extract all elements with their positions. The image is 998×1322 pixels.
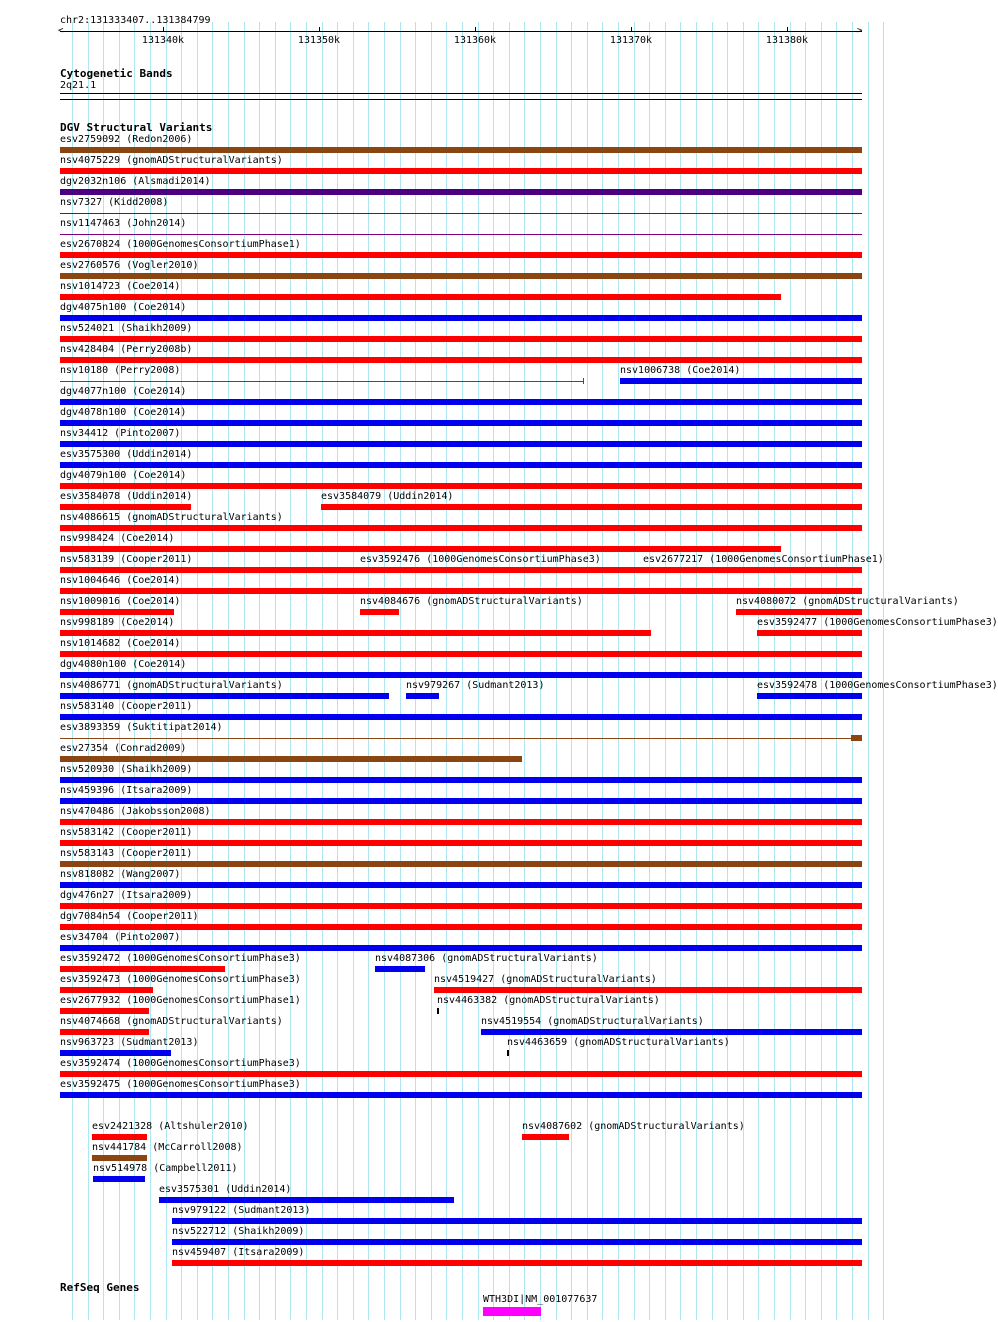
variant-bar[interactable] bbox=[757, 630, 862, 636]
variant-label[interactable]: esv3575300 (Uddin2014) bbox=[60, 449, 193, 460]
variant-label[interactable]: nsv4086771 (gnomADStructuralVariants) bbox=[60, 680, 283, 691]
refseq-track-title: RefSeq Genes bbox=[60, 1281, 140, 1294]
ruler-tick-label: 131370k bbox=[609, 35, 653, 46]
ruler-tick bbox=[163, 27, 164, 32]
variant-label[interactable]: nsv4463659 (gnomADStructuralVariants) bbox=[507, 1037, 730, 1048]
variant-bar[interactable] bbox=[60, 882, 862, 888]
variant-label[interactable]: nsv998424 (Coe2014) bbox=[60, 533, 175, 544]
variant-end-marker bbox=[224, 966, 225, 972]
variant-bar[interactable] bbox=[620, 378, 862, 384]
cytoband-top-line bbox=[60, 93, 862, 94]
variant-label[interactable]: nsv4075229 (gnomADStructuralVariants) bbox=[60, 155, 283, 166]
variant-bar[interactable] bbox=[60, 672, 862, 678]
variant-label[interactable]: esv3592477 (1000GenomesConsortiumPhase3) bbox=[757, 617, 998, 628]
variant-bar[interactable] bbox=[60, 420, 862, 426]
variant-label[interactable]: nsv4087602 (gnomADStructuralVariants) bbox=[522, 1121, 745, 1132]
grid-line bbox=[275, 22, 276, 1320]
grid-line bbox=[337, 22, 338, 1320]
grid-line bbox=[384, 22, 385, 1320]
variant-label[interactable]: esv3592473 (1000GenomesConsortiumPhase3) bbox=[60, 974, 301, 985]
variant-label[interactable]: nsv34412 (Pinto2007) bbox=[60, 428, 181, 439]
variant-bar[interactable] bbox=[321, 504, 862, 510]
gene-label[interactable]: WTH3DI|NM_001077637 bbox=[483, 1294, 598, 1305]
variant-bar[interactable] bbox=[60, 903, 862, 909]
variant-label[interactable]: nsv583140 (Cooper2011) bbox=[60, 701, 193, 712]
variant-bar[interactable] bbox=[757, 693, 862, 699]
variant-bar[interactable] bbox=[60, 168, 862, 174]
grid-line bbox=[431, 22, 432, 1320]
gene-feature[interactable] bbox=[483, 1307, 541, 1316]
variant-bar[interactable] bbox=[360, 567, 400, 573]
variant-bar[interactable] bbox=[60, 213, 862, 214]
variant-bar[interactable] bbox=[60, 381, 583, 382]
variant-bar[interactable] bbox=[643, 567, 650, 573]
variant-label[interactable]: nsv998189 (Coe2014) bbox=[60, 617, 175, 628]
variant-bar[interactable] bbox=[60, 189, 862, 195]
variant-bar[interactable] bbox=[172, 1218, 862, 1224]
variant-bar[interactable] bbox=[522, 1134, 569, 1140]
variant-bar[interactable] bbox=[60, 714, 862, 720]
variant-bar[interactable] bbox=[60, 630, 651, 636]
variant-label[interactable]: esv3592478 (1000GenomesConsortiumPhase3) bbox=[757, 680, 998, 691]
variant-bar[interactable] bbox=[60, 147, 862, 153]
variant-bar[interactable] bbox=[60, 546, 781, 552]
grid-line bbox=[852, 22, 853, 1320]
variant-label[interactable]: esv2759092 (Redon2006) bbox=[60, 134, 193, 145]
variant-label[interactable]: dgv476n27 (Itsara2009) bbox=[60, 890, 193, 901]
variant-bar[interactable] bbox=[60, 1008, 149, 1014]
variant-bar[interactable] bbox=[60, 294, 781, 300]
grid-line bbox=[368, 22, 369, 1320]
variant-label[interactable]: esv3584078 (Uddin2014) bbox=[60, 491, 193, 502]
variant-bar[interactable] bbox=[437, 1008, 439, 1014]
variant-end-marker bbox=[583, 378, 584, 384]
variant-bar[interactable] bbox=[60, 234, 862, 235]
variant-label[interactable]: dgv4077n100 (Coe2014) bbox=[60, 386, 187, 397]
variant-bar[interactable] bbox=[172, 1239, 862, 1245]
variant-label[interactable]: nsv1004646 (Coe2014) bbox=[60, 575, 181, 586]
variant-label[interactable]: nsv459407 (Itsara2009) bbox=[172, 1247, 305, 1258]
grid-line bbox=[306, 22, 307, 1320]
variant-bar[interactable] bbox=[60, 945, 862, 951]
variant-end-marker bbox=[152, 987, 153, 993]
ruler-tick-label: 131340k bbox=[141, 35, 185, 46]
variant-bar[interactable] bbox=[375, 966, 425, 972]
variant-label[interactable]: nsv514978 (Campbell2011) bbox=[93, 1163, 238, 1174]
variant-label[interactable]: nsv7327 (Kidd2008) bbox=[60, 197, 169, 208]
variant-bar[interactable] bbox=[60, 777, 862, 783]
ruler-tick bbox=[631, 27, 632, 32]
variant-bar[interactable] bbox=[60, 693, 389, 699]
grid-line bbox=[88, 22, 89, 1320]
variant-bar[interactable] bbox=[406, 693, 439, 699]
variant-label[interactable]: esv27354 (Conrad2009) bbox=[60, 743, 187, 754]
cytoband-label: 2q21.1 bbox=[60, 80, 97, 91]
variant-bar[interactable] bbox=[60, 840, 862, 846]
ruler-tick-label: 131360k bbox=[453, 35, 497, 46]
grid-line bbox=[821, 22, 822, 1320]
region-label: chr2:131333407..131384799 bbox=[60, 15, 211, 26]
variant-label[interactable]: nsv4074668 (gnomADStructuralVariants) bbox=[60, 1016, 283, 1027]
variant-label[interactable]: nsv470486 (Jakobsson2008) bbox=[60, 806, 211, 817]
variant-bar[interactable] bbox=[481, 1029, 862, 1035]
ruler-tick bbox=[319, 27, 320, 32]
variant-bar[interactable] bbox=[60, 336, 862, 342]
variant-end-block bbox=[851, 735, 862, 741]
variant-label[interactable]: nsv583139 (Cooper2011) bbox=[60, 554, 193, 565]
variant-bar[interactable] bbox=[60, 798, 862, 804]
grid-line bbox=[478, 22, 479, 1320]
ruler-tick-label: 131350k bbox=[297, 35, 341, 46]
variant-bar[interactable] bbox=[60, 1071, 862, 1077]
variant-label[interactable]: nsv963723 (Sudmant2013) bbox=[60, 1037, 199, 1048]
variant-bar[interactable] bbox=[60, 441, 862, 447]
grid-line bbox=[259, 22, 260, 1320]
variant-bar[interactable] bbox=[60, 861, 862, 867]
grid-line bbox=[836, 22, 837, 1320]
ruler-tick-label: 131380k bbox=[765, 35, 809, 46]
variant-label[interactable]: esv3893359 (Suktitipat2014) bbox=[60, 722, 223, 733]
variant-bar[interactable] bbox=[60, 1092, 862, 1098]
variant-label[interactable]: dgv7084n54 (Cooper2011) bbox=[60, 911, 199, 922]
variant-label[interactable]: dgv4075n100 (Coe2014) bbox=[60, 302, 187, 313]
variant-bar[interactable] bbox=[159, 1197, 454, 1203]
variant-label[interactable]: nsv583142 (Cooper2011) bbox=[60, 827, 193, 838]
cytoband-bottom-line bbox=[60, 99, 862, 100]
variant-bar[interactable] bbox=[60, 609, 174, 615]
variant-label[interactable]: nsv1014682 (Coe2014) bbox=[60, 638, 181, 649]
variant-label[interactable]: dgv4078n100 (Coe2014) bbox=[60, 407, 187, 418]
dgv-track-title: DGV Structural Variants bbox=[60, 121, 213, 134]
variant-bar[interactable] bbox=[172, 1260, 862, 1266]
ruler-tick bbox=[787, 27, 788, 32]
variant-bar[interactable] bbox=[92, 1155, 147, 1161]
variant-bar[interactable] bbox=[60, 399, 862, 405]
variant-label[interactable]: esv2760576 (Vogler2010) bbox=[60, 260, 199, 271]
variant-label[interactable]: nsv459396 (Itsara2009) bbox=[60, 785, 193, 796]
variant-bar[interactable] bbox=[60, 966, 224, 972]
variant-bar[interactable] bbox=[507, 1050, 509, 1056]
variant-label[interactable]: esv3592475 (1000GenomesConsortiumPhase3) bbox=[60, 1079, 301, 1090]
variant-bar[interactable] bbox=[60, 738, 862, 739]
variant-bar[interactable] bbox=[736, 609, 862, 615]
variant-label[interactable]: dgv2032n106 (Alsmadi2014) bbox=[60, 176, 211, 187]
variant-label[interactable]: nsv4463382 (gnomADStructuralVariants) bbox=[437, 995, 660, 1006]
grid-line bbox=[415, 22, 416, 1320]
variant-bar[interactable] bbox=[60, 1050, 171, 1056]
variant-label[interactable]: esv34704 (Pinto2007) bbox=[60, 932, 181, 943]
variant-label[interactable]: dgv4080n100 (Coe2014) bbox=[60, 659, 187, 670]
variant-label[interactable]: nsv10180 (Perry2008) bbox=[60, 365, 181, 376]
grid-line bbox=[322, 22, 323, 1320]
variant-bar[interactable] bbox=[92, 1134, 147, 1140]
variant-bar[interactable] bbox=[93, 1176, 145, 1182]
variant-label[interactable]: esv3592472 (1000GenomesConsortiumPhase3) bbox=[60, 953, 301, 964]
variant-label[interactable]: nsv520930 (Shaikh2009) bbox=[60, 764, 193, 775]
grid-line bbox=[446, 22, 447, 1320]
variant-bar[interactable] bbox=[60, 588, 862, 594]
variant-label[interactable]: nsv818082 (Wang2007) bbox=[60, 869, 181, 880]
variant-label[interactable]: nsv4087306 (gnomADStructuralVariants) bbox=[375, 953, 598, 964]
variant-label[interactable]: esv3592476 (1000GenomesConsortiumPhase3) bbox=[360, 554, 601, 565]
variant-label[interactable]: esv2677932 (1000GenomesConsortiumPhase1) bbox=[60, 995, 301, 1006]
variant-label[interactable]: esv2677217 (1000GenomesConsortiumPhase1) bbox=[643, 554, 884, 565]
variant-label[interactable]: nsv4519554 (gnomADStructuralVariants) bbox=[481, 1016, 704, 1027]
variant-label[interactable]: nsv522712 (Shaikh2009) bbox=[172, 1226, 305, 1237]
grid-line bbox=[400, 22, 401, 1320]
ruler-axis bbox=[60, 31, 862, 32]
variant-bar[interactable] bbox=[60, 651, 862, 657]
variant-label[interactable]: nsv4519427 (gnomADStructuralVariants) bbox=[434, 974, 657, 985]
ruler-right-arrow-icon: > bbox=[857, 26, 863, 36]
variant-bar[interactable] bbox=[434, 987, 862, 993]
ruler-left-arrow-icon: < bbox=[58, 26, 64, 36]
variant-label[interactable]: nsv4080072 (gnomADStructuralVariants) bbox=[736, 596, 959, 607]
variant-bar[interactable] bbox=[60, 483, 862, 489]
variant-label[interactable]: esv2421328 (Altshuler2010) bbox=[92, 1121, 249, 1132]
variant-bar[interactable] bbox=[60, 525, 862, 531]
variant-label[interactable]: nsv428404 (Perry2008b) bbox=[60, 344, 193, 355]
grid-line bbox=[883, 22, 884, 1320]
variant-bar[interactable] bbox=[60, 567, 862, 573]
variant-bar[interactable] bbox=[60, 462, 862, 468]
variant-label[interactable]: nsv979267 (Sudmant2013) bbox=[406, 680, 545, 691]
variant-bar[interactable] bbox=[60, 315, 862, 321]
grid-line bbox=[353, 22, 354, 1320]
variant-bar[interactable] bbox=[60, 357, 862, 363]
variant-label[interactable]: nsv1147463 (John2014) bbox=[60, 218, 187, 229]
grid-line bbox=[774, 22, 775, 1320]
grid-line bbox=[493, 22, 494, 1320]
variant-bar[interactable] bbox=[360, 609, 399, 615]
variant-bar[interactable] bbox=[60, 756, 522, 762]
variant-label[interactable]: nsv1009016 (Coe2014) bbox=[60, 596, 181, 607]
variant-label[interactable]: esv3592474 (1000GenomesConsortiumPhase3) bbox=[60, 1058, 301, 1069]
grid-line bbox=[509, 22, 510, 1320]
grid-line bbox=[290, 22, 291, 1320]
variant-bar[interactable] bbox=[60, 819, 862, 825]
variant-label[interactable]: nsv1014723 (Coe2014) bbox=[60, 281, 181, 292]
variant-label[interactable]: nsv979122 (Sudmant2013) bbox=[172, 1205, 311, 1216]
ruler-tick bbox=[475, 27, 476, 32]
cytoband-title: Cytogenetic Bands bbox=[60, 67, 173, 80]
variant-bar[interactable] bbox=[60, 273, 862, 279]
variant-label[interactable]: nsv1006738 (Coe2014) bbox=[620, 365, 741, 376]
variant-bar[interactable] bbox=[60, 987, 152, 993]
variant-label[interactable]: nsv583143 (Cooper2011) bbox=[60, 848, 193, 859]
grid-line bbox=[868, 22, 869, 1320]
variant-bar[interactable] bbox=[60, 504, 191, 510]
variant-label[interactable]: nsv4086615 (gnomADStructuralVariants) bbox=[60, 512, 283, 523]
variant-label[interactable]: esv2670824 (1000GenomesConsortiumPhase1) bbox=[60, 239, 301, 250]
grid-line bbox=[462, 22, 463, 1320]
grid-line bbox=[805, 22, 806, 1320]
variant-label[interactable]: nsv524021 (Shaikh2009) bbox=[60, 323, 193, 334]
variant-label[interactable]: dgv4079n100 (Coe2014) bbox=[60, 470, 187, 481]
variant-bar[interactable] bbox=[60, 252, 862, 258]
grid-line bbox=[790, 22, 791, 1320]
grid-line bbox=[758, 22, 759, 1320]
grid-line bbox=[72, 22, 73, 1320]
variant-label[interactable]: nsv4084676 (gnomADStructuralVariants) bbox=[360, 596, 583, 607]
variant-bar[interactable] bbox=[60, 1029, 149, 1035]
variant-label[interactable]: esv3575301 (Uddin2014) bbox=[159, 1184, 292, 1195]
variant-label[interactable]: nsv441784 (McCarroll2008) bbox=[92, 1142, 243, 1153]
variant-label[interactable]: esv3584079 (Uddin2014) bbox=[321, 491, 454, 502]
variant-bar[interactable] bbox=[60, 924, 862, 930]
